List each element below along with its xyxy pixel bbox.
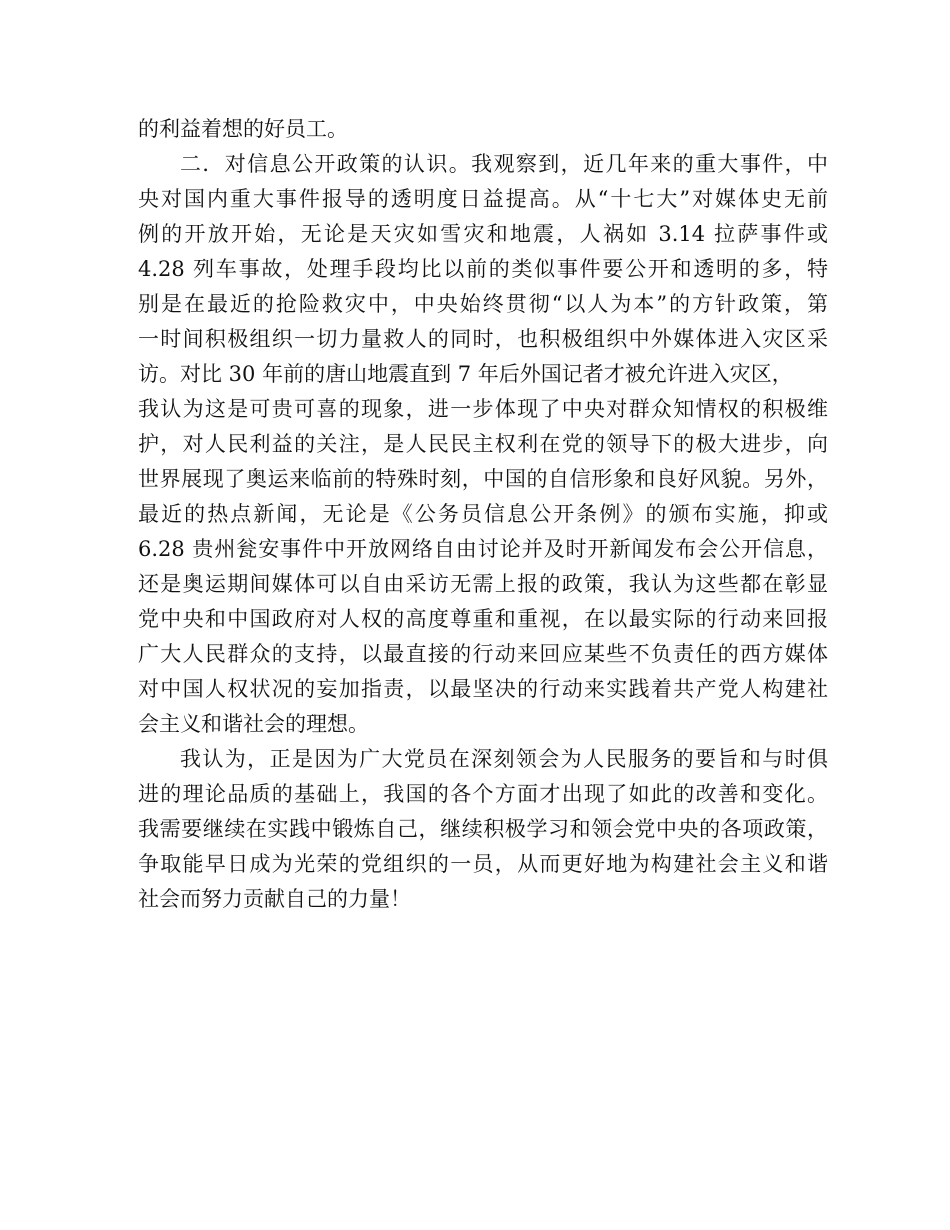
text-line: 的利益着想的好员工。	[138, 117, 348, 141]
text-line: 护，对人民利益的关注，是人民民主权利在党的领导下的极大进步，向	[138, 432, 828, 456]
text-line: 央对国内重大事件报导的透明度日益提高。从“十七大”对媒体史无前	[138, 187, 828, 211]
text-line: 4.28 列车事故，处理手段均比以前的类似事件要公开和透明的多，特	[138, 257, 828, 281]
text-line: 6.28 贵州瓮安事件中开放网络自由讨论并及时开新闻发布会公开信息，	[138, 537, 828, 561]
text-line: 世界展现了奥运来临前的特殊时刻，中国的自信形象和良好风貌。另外，	[138, 467, 828, 491]
text-line: 我认为这是可贵可喜的现象，进一步体现了中央对群众知情权的积极维	[138, 397, 828, 421]
text-line: 我认为，正是因为广大党员在深刻领会为人民服务的要旨和与时俱	[180, 747, 828, 771]
text-line: 我需要继续在实践中锻炼自己，继续积极学习和领会党中央的各项政策，	[138, 817, 828, 841]
text-line: 进的理论品质的基础上，我国的各个方面才出现了如此的改善和变化。	[138, 782, 828, 806]
text-line: 争取能早日成为光荣的党组织的一员，从而更好地为构建社会主义和谐	[138, 852, 828, 876]
text-line: 例的开放开始，无论是天灾如雪灾和地震，人祸如 3.14 拉萨事件或	[138, 222, 828, 246]
text-line: 党中央和中国政府对人权的高度尊重和重视，在以最实际的行动来回报	[138, 607, 828, 631]
text-line: 访。对比 30 年前的唐山地震直到 7 年后外国记者才被允许进入灾区，	[138, 362, 793, 386]
text-line: 会主义和谐社会的理想。	[138, 712, 369, 736]
document-body	[138, 112, 828, 917]
text-line: 还是奥运期间媒体可以自由采访无需上报的政策，我认为这些都在彰显	[138, 572, 828, 596]
text-line: 一时间积极组织一切力量救人的同时，也积极组织中外媒体进入灾区采	[138, 327, 828, 351]
text-line: 对中国人权状况的妄加指责，以最坚决的行动来实践着共产党人构建社	[138, 677, 828, 701]
text-line: 二．对信息公开政策的认识。我观察到，近几年来的重大事件，中	[180, 152, 828, 176]
text-line: 社会而努力贡献自己的力量！	[138, 887, 411, 911]
text-line: 别是在最近的抢险救灾中，中央始终贯彻“以人为本”的方针政策，第	[138, 292, 828, 316]
text-line: 最近的热点新闻，无论是《公务员信息公开条例》的颁布实施，抑或	[138, 502, 828, 526]
text-line: 广大人民群众的支持，以最直接的行动来回应某些不负责任的西方媒体	[138, 642, 828, 666]
